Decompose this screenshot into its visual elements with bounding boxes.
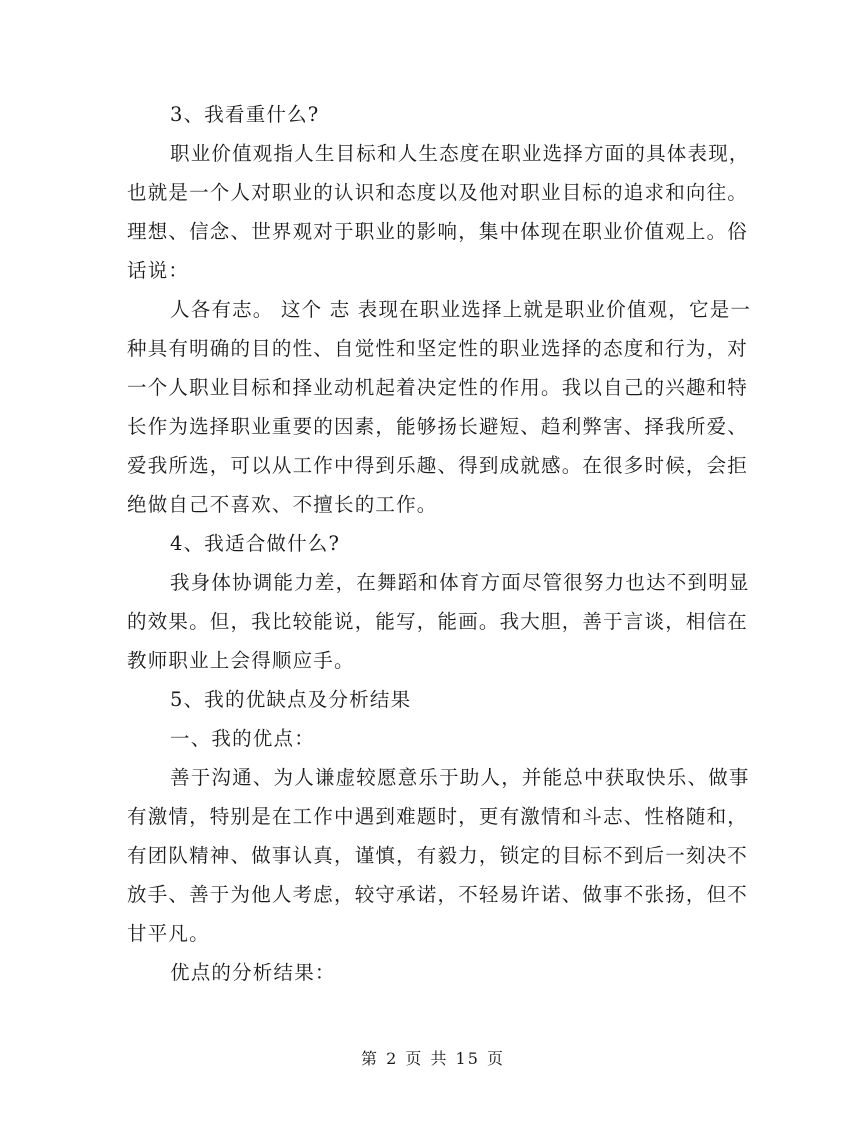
paragraph-line: 甘平凡。 — [127, 922, 210, 945]
paragraph-line: 善于沟通、为人谦虚较愿意乐于助人，并能总中获取快乐、做事 — [170, 766, 750, 789]
subheading-strengths-analysis: 优点的分析结果： — [170, 961, 336, 984]
paragraph-line: 长作为选择职业重要的因素，能够扬长避短、趋利弊害、择我所爱、 — [127, 415, 749, 438]
paragraph-line: 种具有明确的目的性、自觉性和坚定性的职业选择的态度和行为，对 — [127, 337, 749, 360]
heading-strengths-weaknesses: 5、我的优缺点及分析结果 — [170, 688, 412, 711]
paragraph-line: 一个人职业目标和择业动机起着决定性的作用。我以自己的兴趣和特 — [127, 376, 749, 399]
paragraph-line: 人各有志。 这个 志 表现在职业选择上就是职业价值观，它是一 — [170, 298, 752, 321]
paragraph-line: 教师职业上会得顺应手。 — [127, 649, 355, 672]
subheading-my-strengths: 一、我的优点： — [170, 727, 315, 750]
page-number-footer: 第 2 页 共 15 页 — [361, 1049, 505, 1068]
paragraph-line: 我身体协调能力差，在舞蹈和体育方面尽管很努力也达不到明显 — [170, 571, 750, 594]
paragraph-line: 的效果。但，我比较能说，能写，能画。我大胆，善于言谈，相信在 — [127, 610, 749, 633]
paragraph-line: 爱我所选，可以从工作中得到乐趣、得到成就感。在很多时候，会拒 — [127, 454, 749, 477]
paragraph-line: 放手、善于为他人考虑，较守承诺，不轻易许诺、做事不张扬，但不 — [127, 883, 749, 906]
heading-what-suits-me: 4、我适合做什么? — [170, 532, 341, 555]
paragraph-line: 绝做自己不喜欢、不擅长的工作。 — [127, 493, 438, 516]
paragraph-line: 也就是一个人对职业的认识和态度以及他对职业目标的追求和向往。 — [127, 181, 749, 204]
paragraph-line: 有激情，特别是在工作中遇到难题时，更有激情和斗志、性格随和， — [127, 805, 749, 828]
paragraph-line: 话说： — [127, 259, 190, 282]
paragraph-line: 职业价值观指人生目标和人生态度在职业选择方面的具体表现， — [170, 142, 750, 165]
paragraph-line: 有团队精神、做事认真，谨慎，有毅力，锁定的目标不到后一刻决不 — [127, 844, 749, 867]
paragraph-line: 理想、信念、世界观对于职业的影响，集中体现在职业价值观上。俗 — [127, 220, 749, 243]
heading-what-i-value: 3、我看重什么? — [170, 103, 320, 126]
